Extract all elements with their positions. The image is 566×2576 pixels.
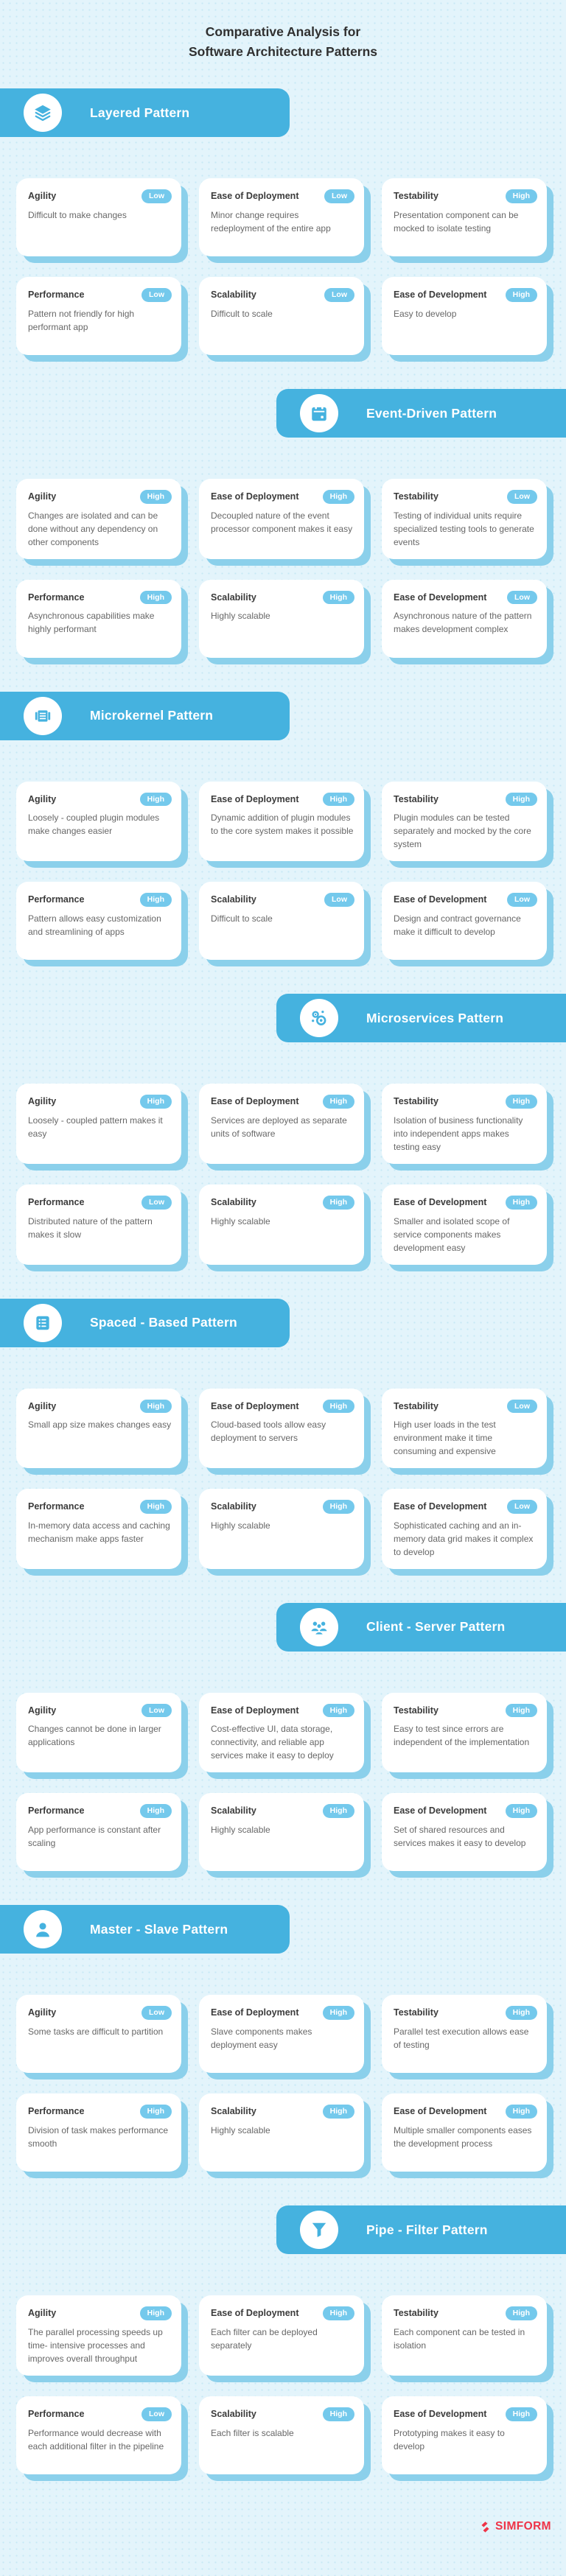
level-badge: Low xyxy=(324,893,354,907)
card-description: Division of task makes performance smooth xyxy=(28,2125,169,2149)
attribute-card xyxy=(16,2295,181,2376)
level-badge: Low xyxy=(142,288,172,302)
card-title: Testability xyxy=(394,191,439,202)
attribute-card xyxy=(382,479,547,559)
card-head xyxy=(394,189,537,203)
card-description: Easy to develop xyxy=(394,308,457,319)
sections-container xyxy=(0,88,566,2474)
card-title: Performance xyxy=(28,1805,85,1817)
card-description: Prototyping makes it easy to develop xyxy=(394,2427,505,2452)
card-title: Testability xyxy=(394,1096,439,1107)
section-event-driven-pattern xyxy=(0,389,566,658)
page-title xyxy=(0,22,566,62)
section-title: Microkernel Pattern xyxy=(90,708,214,723)
attribute-card xyxy=(199,1693,364,1773)
card-description: Each filter can be deployed separately xyxy=(211,2327,318,2351)
card-description: Difficult to scale xyxy=(211,308,273,319)
level-badge: Low xyxy=(142,1196,172,1210)
card-title: Testability xyxy=(394,1705,439,1716)
card-head xyxy=(211,1196,354,1210)
card-head xyxy=(394,1804,537,1818)
section-banner-client-server-pattern xyxy=(276,1603,566,1652)
brand-logo xyxy=(0,2520,551,2533)
card-head xyxy=(211,490,354,504)
attribute-card xyxy=(199,1793,364,1871)
card-title: Ease of Deployment xyxy=(211,1400,299,1411)
card-title: Scalability xyxy=(211,894,256,905)
card-head xyxy=(211,2306,354,2320)
card-description: Easy to test since errors are independent of the implementation xyxy=(394,1724,530,1748)
level-badge: High xyxy=(506,2407,537,2421)
level-badge: High xyxy=(506,2105,537,2119)
card-description: The parallel processing speeds up time- intensive processes and improves overall throughput xyxy=(28,2327,163,2364)
level-badge: High xyxy=(140,2306,172,2320)
attribute-card xyxy=(199,1995,364,2073)
card-title: Scalability xyxy=(211,2409,256,2419)
card-description: Sophisticated caching and an in-memory data grid makes it complex to develop xyxy=(394,1520,534,1557)
card-description: Smaller and isolated scope of service components makes development easy xyxy=(394,1215,510,1253)
level-badge: High xyxy=(506,1804,537,1818)
card-description: Highly scalable xyxy=(211,1215,270,1226)
card-title: Agility xyxy=(28,491,57,502)
clients-icon xyxy=(300,1608,338,1646)
attribute-card xyxy=(16,1793,181,1871)
card-head xyxy=(394,2306,537,2320)
attribute-card xyxy=(382,1995,547,2073)
card-head xyxy=(394,1500,537,1514)
section-pipe-filter-pattern xyxy=(0,2205,566,2474)
level-badge: High xyxy=(140,490,172,504)
card-title: Ease of Development xyxy=(394,894,487,905)
level-badge: Low xyxy=(507,1500,537,1514)
card-description: Design and contract governance make it difficult to develop xyxy=(394,913,521,938)
card-head xyxy=(28,591,172,605)
level-badge: High xyxy=(323,1196,354,1210)
card-description: Presentation component can be mocked to isolate testing xyxy=(394,209,519,234)
level-badge: Low xyxy=(142,1704,172,1718)
attribute-card xyxy=(16,178,181,256)
card-description: Isolation of business functionality into independent apps makes testing easy xyxy=(394,1115,523,1153)
card-title: Ease of Development xyxy=(394,1197,487,1208)
attribute-card xyxy=(199,277,364,355)
card-description: Set of shared resources and services makes it easy to develop xyxy=(394,1825,526,1848)
card-head xyxy=(28,1500,172,1514)
attribute-card xyxy=(199,1389,364,1469)
level-badge: High xyxy=(506,2006,537,2020)
card-head xyxy=(394,2407,537,2421)
level-badge: Low xyxy=(507,1400,537,1414)
card-title: Agility xyxy=(28,793,57,804)
card-head xyxy=(394,1400,537,1414)
section-layered-pattern xyxy=(0,88,566,355)
attribute-card xyxy=(199,2295,364,2376)
attribute-card xyxy=(382,1489,547,1569)
level-badge: High xyxy=(506,2306,537,2320)
card-title: Performance xyxy=(28,894,85,905)
card-description: Plugin modules can be tested separately and mocked by the core system xyxy=(394,813,531,850)
card-head xyxy=(211,2105,354,2119)
layers-icon xyxy=(24,94,62,132)
section-banner-layered-pattern xyxy=(0,88,290,137)
card-title: Scalability xyxy=(211,1197,256,1208)
card-description: Services are deployed as separate units of software xyxy=(211,1115,347,1140)
attribute-card xyxy=(382,1389,547,1469)
level-badge: High xyxy=(323,2306,354,2320)
cards-grid xyxy=(16,1084,547,1264)
card-description: Minor change requires redeployment of the entire app xyxy=(211,209,331,234)
card-head xyxy=(394,2105,537,2119)
card-description: Pattern not friendly for high performant app xyxy=(28,308,135,332)
card-title: Agility xyxy=(28,2007,57,2018)
level-badge: Low xyxy=(507,591,537,605)
level-badge: High xyxy=(506,1704,537,1718)
level-badge: High xyxy=(323,1095,354,1109)
card-description: Parallel test execution allows ease of testing xyxy=(394,2026,529,2050)
attribute-card xyxy=(199,479,364,559)
attribute-card xyxy=(382,2396,547,2474)
card-description: Distributed nature of the pattern makes it slow xyxy=(28,1215,153,1240)
card-title: Ease of Deployment xyxy=(211,491,299,502)
services-icon xyxy=(300,999,338,1037)
card-head xyxy=(211,1704,354,1718)
card-head xyxy=(28,288,172,302)
card-head xyxy=(28,893,172,907)
card-head xyxy=(394,288,537,302)
card-title: Scalability xyxy=(211,1805,256,1817)
card-description: High user loads in the test environment make it time consuming and expensive xyxy=(394,1419,496,1457)
card-title: Ease of Development xyxy=(394,2409,487,2419)
card-description: Highly scalable xyxy=(211,1520,270,1531)
section-title: Client - Server Pattern xyxy=(366,1619,506,1635)
section-banner-microkernel-pattern xyxy=(0,692,290,740)
card-description: In-memory data access and caching mechanism make apps faster xyxy=(28,1520,170,1544)
level-badge: Low xyxy=(324,288,354,302)
attribute-card xyxy=(382,580,547,658)
card-description: Loosely - coupled pattern makes it easy xyxy=(28,1115,163,1140)
card-title: Ease of Deployment xyxy=(211,2308,299,2319)
attribute-card xyxy=(16,882,181,960)
page-header xyxy=(0,22,566,62)
level-badge: High xyxy=(140,1400,172,1414)
level-badge: High xyxy=(506,1095,537,1109)
card-title: Testability xyxy=(394,1400,439,1411)
simform-logo-icon xyxy=(479,2521,492,2533)
card-description: Testing of individual units require specialized testing tools to generate events xyxy=(394,510,534,547)
card-head xyxy=(211,1500,354,1514)
attribute-card xyxy=(382,882,547,960)
cards-grid xyxy=(16,178,547,355)
attribute-card xyxy=(199,2396,364,2474)
card-description: Highly scalable xyxy=(211,1825,270,1835)
attribute-card xyxy=(382,2094,547,2172)
card-head xyxy=(394,591,537,605)
card-head xyxy=(28,793,172,807)
card-title: Agility xyxy=(28,2308,57,2319)
level-badge: High xyxy=(323,490,354,504)
level-badge: High xyxy=(140,893,172,907)
attribute-card xyxy=(16,1489,181,1569)
level-badge: High xyxy=(140,1500,172,1514)
microkernel-icon xyxy=(24,697,62,735)
attribute-card xyxy=(382,1185,547,1265)
section-banner-microservices-pattern xyxy=(276,994,566,1042)
page-title-line2: Software Architecture Patterns xyxy=(188,44,378,60)
level-badge: High xyxy=(323,2105,354,2119)
card-description: Cloud-based tools allow easy deployment to servers xyxy=(211,1419,326,1444)
attribute-card xyxy=(16,2396,181,2474)
cards-grid xyxy=(16,782,547,961)
card-title: Agility xyxy=(28,1705,57,1716)
section-banner-spaced-based-pattern xyxy=(0,1299,290,1347)
card-description: Difficult to scale xyxy=(211,913,273,924)
cards-grid xyxy=(16,1389,547,1569)
funnel-icon xyxy=(300,2211,338,2249)
card-head xyxy=(211,793,354,807)
section-spaced-based-pattern xyxy=(0,1299,566,1569)
card-title: Ease of Development xyxy=(394,1501,487,1512)
card-head xyxy=(394,490,537,504)
card-description: Slave components makes deployment easy xyxy=(211,2026,312,2050)
attribute-card xyxy=(199,178,364,256)
card-head xyxy=(394,2006,537,2020)
person-icon xyxy=(24,1910,62,1948)
card-title: Performance xyxy=(28,289,85,301)
section-client-server-pattern xyxy=(0,1603,566,1872)
level-badge: High xyxy=(323,1704,354,1718)
card-title: Ease of Deployment xyxy=(211,191,299,202)
card-head xyxy=(211,288,354,302)
section-title: Microservices Pattern xyxy=(366,1010,504,1025)
section-microkernel-pattern xyxy=(0,692,566,961)
level-badge: High xyxy=(323,793,354,807)
card-title: Testability xyxy=(394,793,439,804)
attribute-card xyxy=(382,178,547,256)
section-banner-pipe-filter-pattern xyxy=(276,2205,566,2254)
level-badge: High xyxy=(323,591,354,605)
attribute-card xyxy=(382,1793,547,1871)
card-title: Performance xyxy=(28,2409,85,2419)
card-description: Some tasks are difficult to partition xyxy=(28,2026,164,2037)
card-description: App performance is constant after scaling xyxy=(28,1825,161,1848)
attribute-card xyxy=(199,782,364,862)
level-badge: Low xyxy=(142,2407,172,2421)
card-title: Ease of Deployment xyxy=(211,1705,299,1716)
attribute-card xyxy=(16,1389,181,1469)
card-title: Ease of Deployment xyxy=(211,793,299,804)
attribute-card xyxy=(16,580,181,658)
card-description: Difficult to make changes xyxy=(28,209,127,220)
level-badge: High xyxy=(506,793,537,807)
attribute-card xyxy=(16,1693,181,1773)
level-badge: High xyxy=(323,2006,354,2020)
card-head xyxy=(28,2006,172,2020)
card-title: Performance xyxy=(28,1197,85,1208)
card-title: Agility xyxy=(28,191,57,202)
card-title: Testability xyxy=(394,2007,439,2018)
section-banner-master-slave-pattern xyxy=(0,1905,290,1954)
attribute-card xyxy=(199,2094,364,2172)
card-title: Performance xyxy=(28,592,85,603)
card-head xyxy=(394,1095,537,1109)
attribute-card xyxy=(199,580,364,658)
level-badge: High xyxy=(506,1196,537,1210)
card-title: Performance xyxy=(28,1501,85,1512)
level-badge: High xyxy=(323,1400,354,1414)
card-title: Agility xyxy=(28,1400,57,1411)
attribute-card xyxy=(16,1084,181,1164)
card-title: Scalability xyxy=(211,1501,256,1512)
card-head xyxy=(28,1704,172,1718)
card-description: Highly scalable xyxy=(211,611,270,622)
card-head xyxy=(28,1196,172,1210)
card-description: Decoupled nature of the event processor component makes it easy xyxy=(211,510,353,534)
level-badge: High xyxy=(140,591,172,605)
level-badge: High xyxy=(506,189,537,203)
card-title: Ease of Development xyxy=(394,1805,487,1817)
cards-grid xyxy=(16,1693,547,1872)
card-title: Scalability xyxy=(211,592,256,603)
card-description: Changes cannot be done in larger applications xyxy=(28,1724,161,1748)
card-head xyxy=(211,1804,354,1818)
card-description: Pattern allows easy customization and streamlining of apps xyxy=(28,913,161,938)
card-head xyxy=(211,2407,354,2421)
card-head xyxy=(28,490,172,504)
card-description: Small app size makes changes easy xyxy=(28,1419,172,1431)
section-banner-event-driven-pattern xyxy=(276,389,566,438)
card-head xyxy=(394,893,537,907)
card-description: Loosely - coupled plugin modules make changes easier xyxy=(28,813,160,837)
card-title: Ease of Development xyxy=(394,592,487,603)
attribute-card xyxy=(199,882,364,960)
cards-grid xyxy=(16,1995,547,2172)
attribute-card xyxy=(382,782,547,862)
attribute-card xyxy=(16,1185,181,1265)
card-head xyxy=(28,189,172,203)
level-badge: Low xyxy=(507,893,537,907)
card-description: Changes are isolated and can be done without any dependency on other components xyxy=(28,510,158,547)
level-badge: Low xyxy=(142,2006,172,2020)
attribute-card xyxy=(382,2295,547,2376)
attribute-card xyxy=(16,2094,181,2172)
card-description: Asynchronous nature of the pattern makes development complex xyxy=(394,611,532,635)
attribute-card xyxy=(16,277,181,355)
card-title: Testability xyxy=(394,2308,439,2319)
card-title: Performance xyxy=(28,2106,85,2117)
section-title: Layered Pattern xyxy=(90,105,190,120)
server-icon xyxy=(24,1304,62,1342)
level-badge: Low xyxy=(324,189,354,203)
attribute-card xyxy=(199,1084,364,1164)
card-description: Multiple smaller components eases the development process xyxy=(394,2125,532,2149)
card-head xyxy=(211,1400,354,1414)
card-head xyxy=(211,189,354,203)
card-description: Each filter is scalable xyxy=(211,2427,294,2438)
card-head xyxy=(28,2306,172,2320)
card-head xyxy=(394,1196,537,1210)
card-description: Performance would decrease with each additional filter in the pipeline xyxy=(28,2427,164,2452)
card-title: Ease of Deployment xyxy=(211,2007,299,2018)
card-head xyxy=(394,1704,537,1718)
cards-grid xyxy=(16,2295,547,2474)
section-title: Master - Slave Pattern xyxy=(90,1921,228,1937)
card-title: Ease of Development xyxy=(394,289,487,301)
level-badge: High xyxy=(323,2407,354,2421)
attribute-card xyxy=(16,1995,181,2073)
page-title-line1: Comparative Analysis for xyxy=(205,24,361,39)
calendar-icon xyxy=(300,394,338,432)
card-description: Cost-effective UI, data storage, connectivity, and reliable app services make it easy to deploy xyxy=(211,1724,334,1761)
level-badge: High xyxy=(323,1500,354,1514)
card-head xyxy=(28,2407,172,2421)
card-description: Each component can be tested in isolation xyxy=(394,2327,525,2351)
card-head xyxy=(211,893,354,907)
card-head xyxy=(28,1400,172,1414)
card-head xyxy=(394,793,537,807)
card-title: Ease of Development xyxy=(394,2106,487,2117)
attribute-card xyxy=(16,479,181,559)
card-title: Scalability xyxy=(211,2106,256,2117)
card-description: Dynamic addition of plugin modules to the core system makes it possible xyxy=(211,813,354,837)
card-description: Asynchronous capabilities make highly performant xyxy=(28,611,155,635)
section-title: Pipe - Filter Pattern xyxy=(366,2222,488,2237)
level-badge: High xyxy=(323,1804,354,1818)
level-badge: Low xyxy=(142,189,172,203)
card-head xyxy=(28,2105,172,2119)
cards-grid xyxy=(16,479,547,658)
card-title: Testability xyxy=(394,491,439,502)
attribute-card xyxy=(382,1693,547,1773)
section-title: Event-Driven Pattern xyxy=(366,405,497,421)
section-title: Spaced - Based Pattern xyxy=(90,1315,237,1330)
card-title: Scalability xyxy=(211,289,256,301)
level-badge: High xyxy=(140,1804,172,1818)
attribute-card xyxy=(199,1185,364,1265)
level-badge: High xyxy=(506,288,537,302)
level-badge: High xyxy=(140,2105,172,2119)
section-master-slave-pattern xyxy=(0,1905,566,2172)
section-microservices-pattern xyxy=(0,994,566,1264)
attribute-card xyxy=(382,277,547,355)
card-title: Agility xyxy=(28,1096,57,1107)
level-badge: High xyxy=(140,1095,172,1109)
attribute-card xyxy=(382,1084,547,1164)
card-head xyxy=(211,591,354,605)
card-description: Highly scalable xyxy=(211,2125,270,2135)
level-badge: Low xyxy=(507,490,537,504)
card-head xyxy=(211,1095,354,1109)
card-title: Ease of Deployment xyxy=(211,1096,299,1107)
card-head xyxy=(28,1804,172,1818)
brand-name: SIMFORM xyxy=(495,2520,551,2533)
level-badge: High xyxy=(140,793,172,807)
card-head xyxy=(211,2006,354,2020)
attribute-card xyxy=(199,1489,364,1569)
card-head xyxy=(28,1095,172,1109)
attribute-card xyxy=(16,782,181,862)
